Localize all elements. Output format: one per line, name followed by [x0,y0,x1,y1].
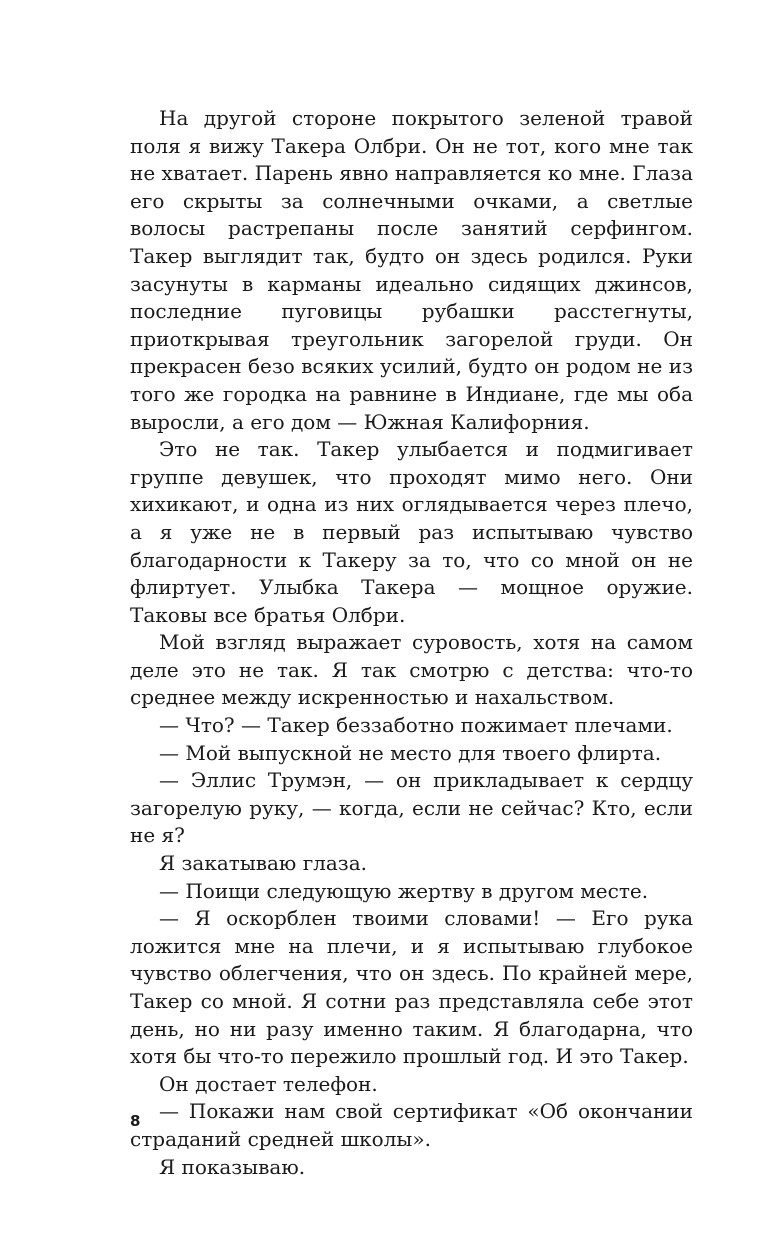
paragraph: — Мой выпускной не место для твоего флирта. [159,740,662,765]
paragraph: Это не так. Такер улыбается и подмигивает группе девушек, что проходят мимо него. Они хихикают, и одна из них оглядывается через плечо, а я уже не в первый раз испытываю чувство благодарности к Такеру за то, что со мной он не флиртует. Улыбка Такера — мощное оружие. Таковы все братья Олбри. [130,437,693,627]
page-number: 8 [130,1112,141,1130]
paragraph: — Что? — Такер беззаботно пожимает плечами. [159,713,673,738]
paragraph: На другой стороне покрытого зеленой травой поля я вижу Такера Олбри. Он не тот, кого мне так не хватает. Парень явно направляется ко мне. Глаза его скрыты за солнечными очками, а светлые волосы растрепаны после занятий серфингом. Такер выглядит так, будто он здесь родился. Руки засунуты в карманы идеально сидящих джинсов, последние пуговицы рубашки расстегнуты, приоткрывая треугольник загорелой груди. Он прекрасен безо всяких усилий, будто он родом не из того же городка на равнине в Индиане, где мы оба выросли, а его дом — Южная Калифорния. [130,106,693,434]
body-text [130,105,693,1181]
paragraph: Мой взгляд выражает суровость, хотя на самом деле это не так. Я так смотрю с детства: что-то среднее между искренностью и нахальством. [130,630,693,710]
paragraph: — Я оскорблен твоими словами! — Его рука ложится мне на плечи, и я испытываю глубокое чувство облегчения, что он здесь. По крайней мере, Такер со мной. Я сотни раз представляла себе этот день, но ни разу именно таким. Я благодарна, что хотя бы что-то пережило прошлый год. И это Такер. [130,906,693,1069]
paragraph: — Покажи нам свой сертификат «Об окончании страданий средней школы». [130,1099,693,1151]
paragraph: Он достает телефон. [159,1071,378,1096]
paragraph: Я закатываю глаза. [159,851,367,876]
paragraph: Я показываю. [159,1154,306,1179]
paragraph: — Поищи следующую жертву в другом месте. [159,878,649,903]
paragraph: — Эллис Трумэн, — он прикладывает к сердцу загорелую руку, — когда, если не сейчас? Кто, если не я? [130,768,693,848]
